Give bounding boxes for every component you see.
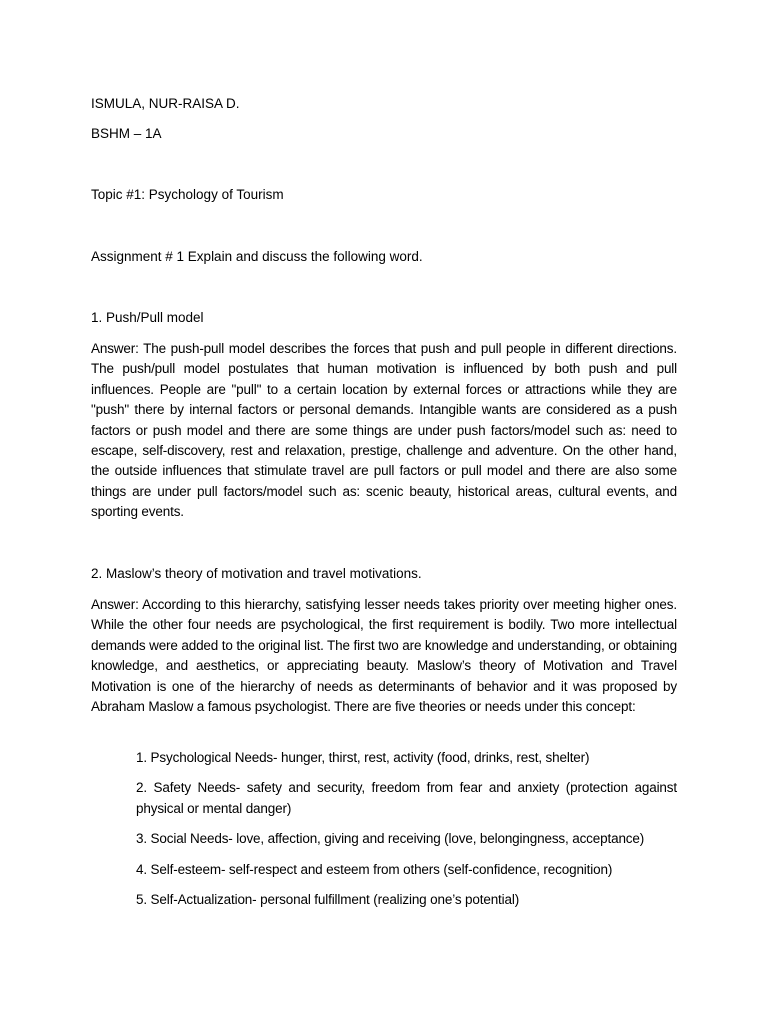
assignment-title: Assignment # 1 Explain and discuss the following word. (91, 249, 423, 264)
list-item: 5. Self-Actualization- personal fulfillment (realizing one’s potential) (136, 892, 520, 908)
list-item: 3. Social Needs- love, affection, giving and receiving (love, belongingness, acceptance) (136, 831, 645, 847)
section-2-heading: 2. Maslow’s theory of motivation and travel motivations. (91, 566, 422, 581)
topic-title: Topic #1: Psychology of Tourism (91, 187, 284, 202)
needs-list (136, 748, 677, 920)
course-section: BSHM – 1A (91, 126, 162, 141)
list-item: 4. Self-esteem- self-respect and esteem from others (self-confidence, recognition) (136, 861, 613, 877)
section-1-answer: Answer: The push-pull model describes the forces that push and pull people in different directions. The push/pull model postulates that human motivation is influenced by both push and pull influences. People are "pull" to a certain location by external forces or attractions while they are "push" there by internal factors or personal demands. Intangible wants are considered as a push factors or push model and there are some things are under push factors/model such as: need to escape, self-discovery, rest and relaxation, prestige, challenge and adventure. On the other hand, the outside influences that stimulate travel are pull factors or pull model and there are also some things are under pull factors/model such as: scenic beauty, historical areas, cultural events, and sporting events. (91, 341, 677, 520)
section-2-answer: Answer: According to this hierarchy, satisfying lesser needs takes priority over meeting higher ones. While the other four needs are psychological, the first requirement is bodily. Two more intellectual demands were added to the original list. The first two are knowledge and understanding, or obtaining knowledge, and aesthetics, or appreciating beauty. Maslow’s theory of Motivation and Travel Motivation is one of the hierarchy of needs as determinants of behavior and it was proposed by Abraham Maslow a famous psychologist. There are five theories or needs under this concept: (91, 597, 677, 715)
student-name: ISMULA, NUR-RAISA D. (91, 96, 240, 111)
section-1-heading: 1. Push/Pull model (91, 310, 204, 325)
list-item: 2. Safety Needs- safety and security, freedom from fear and anxiety (protection against physical or mental danger) (136, 780, 677, 816)
list-item: 1. Psychological Needs- hunger, thirst, rest, activity (food, drinks, rest, shelter) (136, 750, 590, 765)
